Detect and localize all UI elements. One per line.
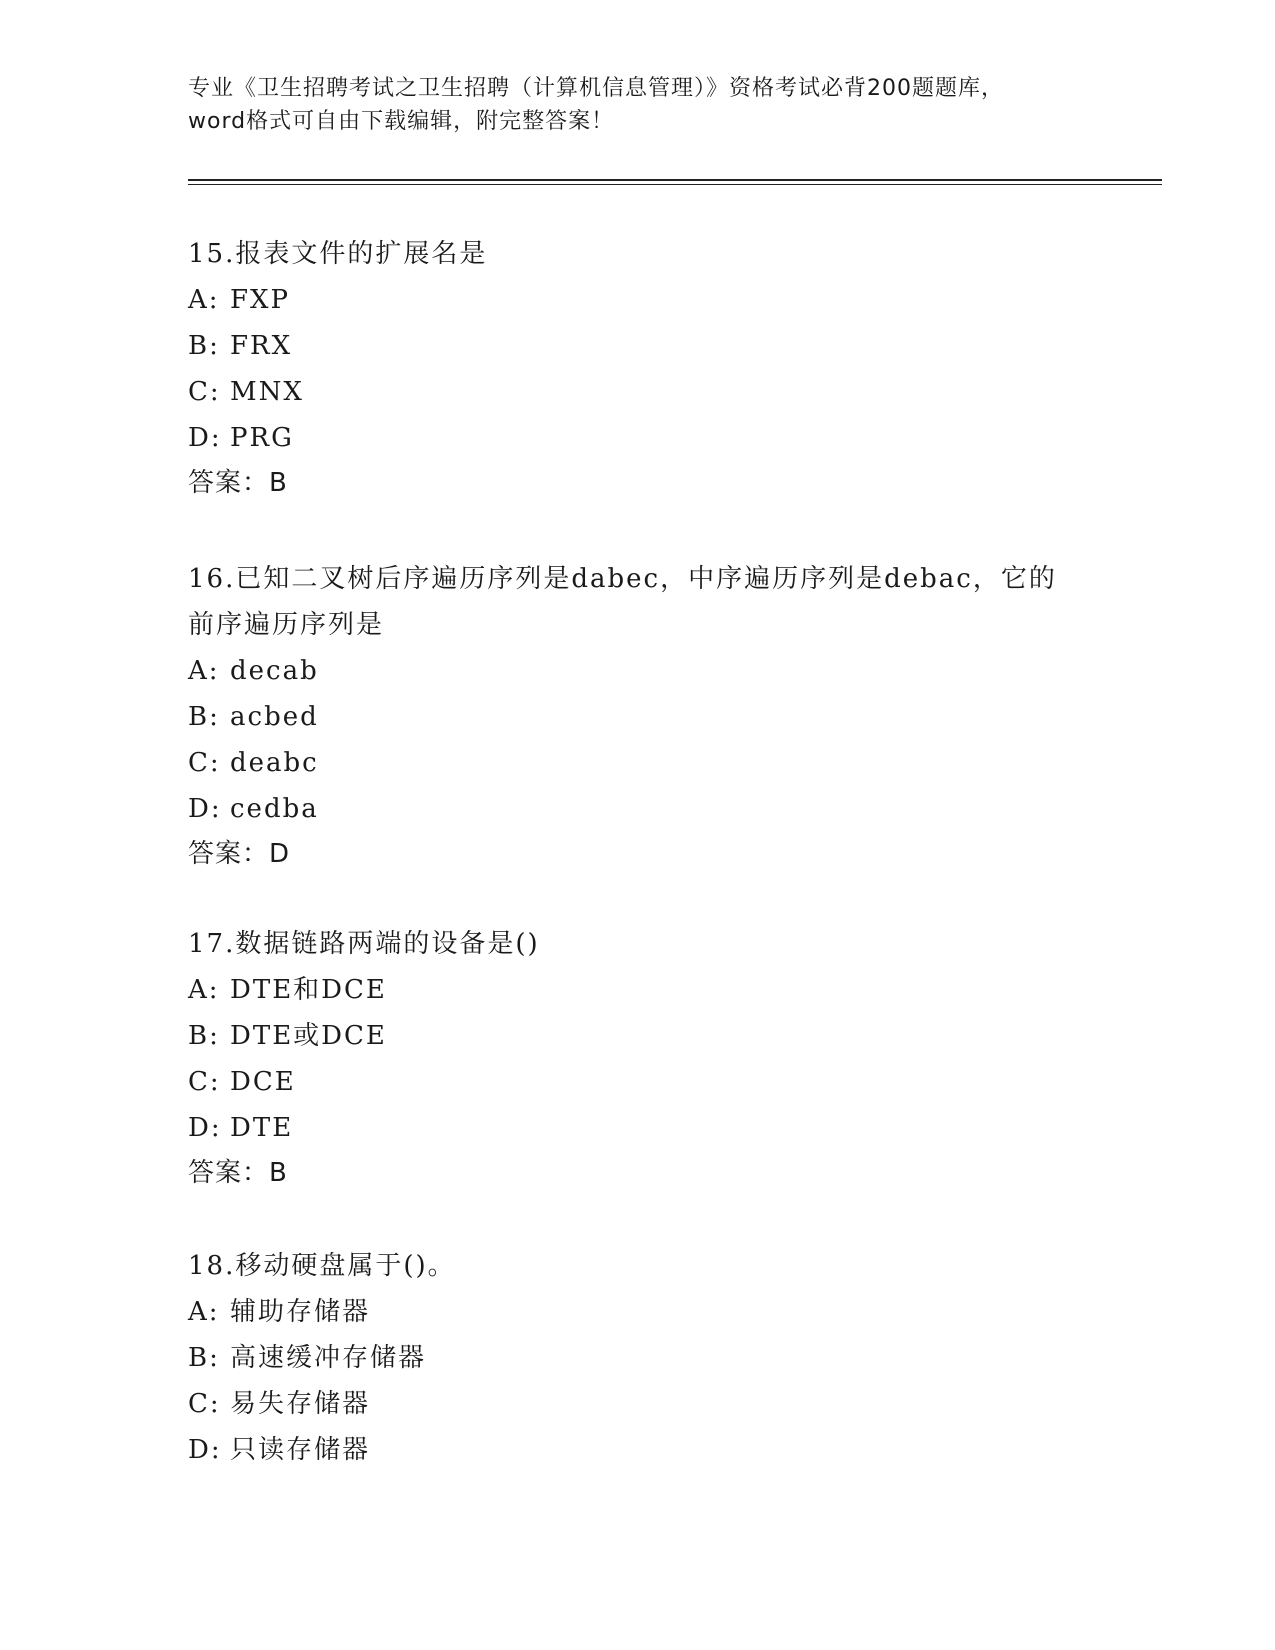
option-c [188, 740, 1148, 786]
question-title: 18.移动硬盘属于()。 [188, 1251, 456, 1281]
option-a [188, 1289, 1148, 1335]
option-a [188, 967, 1148, 1013]
option-text: cedba [230, 794, 319, 824]
option-letter: A: [188, 975, 220, 1005]
option-c [188, 1381, 1148, 1427]
question-16 [188, 556, 1148, 876]
option-d [188, 1427, 1148, 1473]
option-letter: A: [188, 656, 220, 686]
option-letter: C: [188, 1067, 221, 1097]
option-text: MNX [230, 377, 304, 407]
option-text: DTE和DCE [230, 975, 387, 1005]
option-letter: A: [188, 285, 220, 315]
option-b [188, 1335, 1148, 1381]
question-title-continued: 前序遍历序列是 [188, 610, 385, 640]
question-18 [188, 1243, 1148, 1473]
option-letter: B: [188, 1021, 220, 1051]
question-title: 16.已知二叉树后序遍历序列是dabec，中序遍历序列是debac，它的 [188, 564, 1057, 594]
option-text: acbed [230, 702, 319, 732]
answer: 答案：B [188, 1158, 288, 1188]
option-b [188, 694, 1148, 740]
option-d [188, 786, 1148, 832]
answer: 答案：B [188, 468, 288, 498]
option-a [188, 277, 1148, 323]
option-letter: D: [188, 1435, 222, 1465]
header-divider-secondary [188, 184, 1162, 185]
option-b [188, 323, 1148, 369]
option-text: DTE或DCE [230, 1021, 387, 1051]
option-text: 只读存储器 [230, 1435, 371, 1465]
option-text: FRX [230, 331, 293, 361]
question-15 [188, 231, 1148, 505]
option-a [188, 648, 1148, 694]
option-letter: D: [188, 423, 222, 453]
option-d [188, 415, 1148, 461]
option-text: FXP [230, 285, 291, 315]
answer: 答案：D [188, 839, 291, 869]
option-letter: C: [188, 1389, 221, 1419]
header-line-2: word格式可自由下载编辑，附完整答案！ [188, 109, 615, 134]
option-text: 易失存储器 [230, 1389, 371, 1419]
option-letter: D: [188, 794, 222, 824]
option-letter: A: [188, 1297, 220, 1327]
header-divider [188, 179, 1162, 181]
option-letter: C: [188, 748, 221, 778]
option-text: 辅助存储器 [230, 1297, 371, 1327]
option-text: deabc [230, 748, 319, 778]
option-text: DCE [230, 1067, 296, 1097]
question-title: 17.数据链路两端的设备是() [188, 929, 540, 959]
option-letter: B: [188, 702, 220, 732]
option-letter: C: [188, 377, 221, 407]
option-b [188, 1013, 1148, 1059]
option-letter: D: [188, 1113, 222, 1143]
document-header [188, 72, 1088, 138]
option-text: PRG [230, 423, 294, 453]
option-letter: B: [188, 331, 220, 361]
option-c [188, 1059, 1148, 1105]
option-d [188, 1105, 1148, 1151]
header-line-1: 专业《卫生招聘考试之卫生招聘（计算机信息管理）》资格考试必背200题题库， [188, 76, 1004, 101]
option-letter: B: [188, 1343, 220, 1373]
option-text: 高速缓冲存储器 [230, 1343, 427, 1373]
option-text: decab [230, 656, 319, 686]
question-17 [188, 921, 1148, 1195]
option-c [188, 369, 1148, 415]
question-title: 15.报表文件的扩展名是 [188, 239, 488, 269]
option-text: DTE [230, 1113, 294, 1143]
